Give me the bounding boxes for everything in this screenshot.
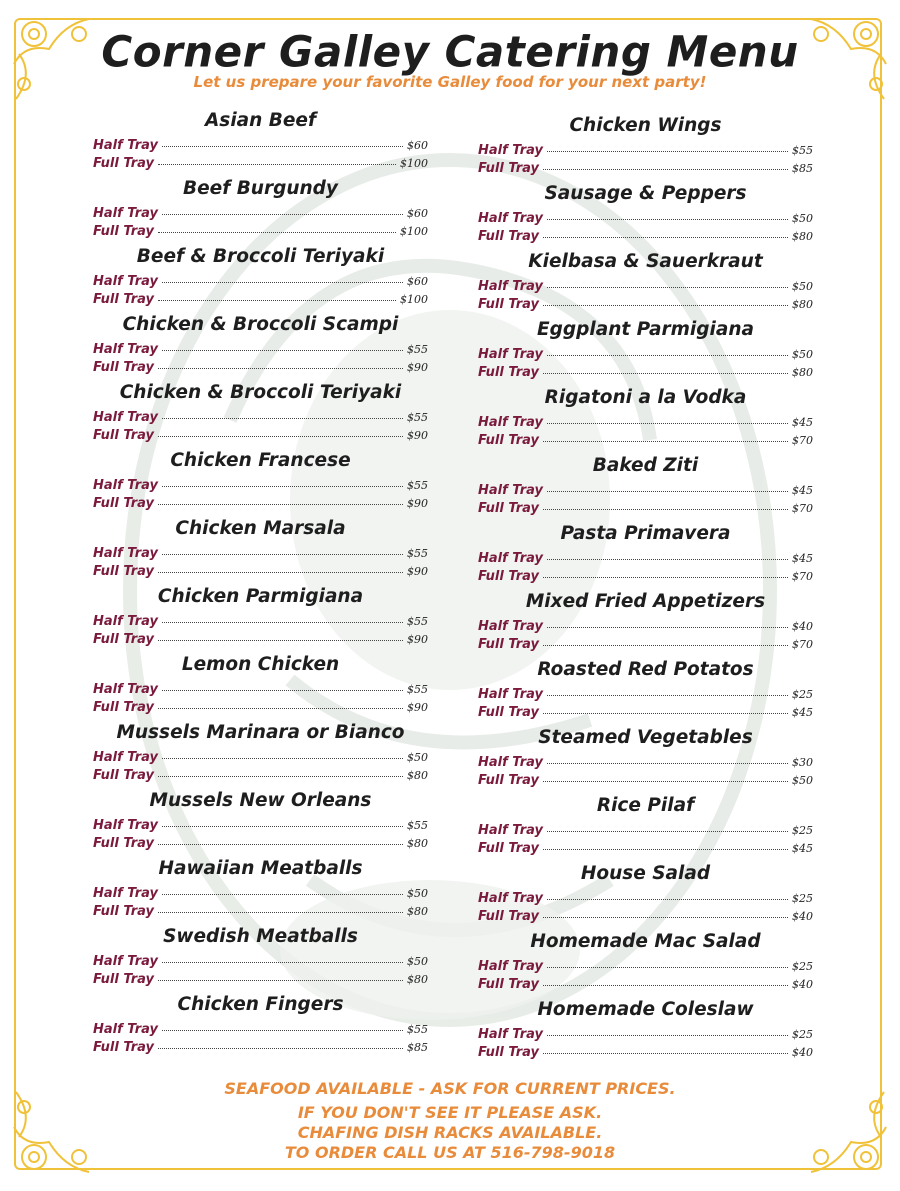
dot-leader: [158, 696, 403, 709]
half-tray-label: Half Tray: [93, 546, 158, 561]
menu-item-name: Steamed Vegetables: [538, 727, 753, 748]
dot-leader: [158, 628, 403, 641]
dot-leader: [162, 270, 403, 283]
menu-item: [93, 378, 428, 446]
menu-item-name: Beef Burgundy: [183, 178, 338, 199]
menu-item: [478, 179, 813, 247]
full-tray-row: [93, 494, 428, 512]
menu-item: [93, 854, 428, 922]
half-tray-label: Half Tray: [478, 755, 543, 770]
dot-leader: [158, 152, 396, 165]
menu-item-name: Eggplant Parmigiana: [537, 319, 754, 340]
half-tray-label: Half Tray: [93, 274, 158, 289]
dot-leader: [543, 565, 788, 578]
dot-leader: [547, 411, 788, 424]
half-tray-price: $55: [407, 343, 428, 356]
full-tray-price: $85: [792, 162, 813, 175]
full-tray-row: [93, 970, 428, 988]
half-tray-label: Half Tray: [478, 211, 543, 226]
full-tray-row: [478, 1043, 813, 1061]
full-tray-row: [93, 834, 428, 852]
half-tray-label: Half Tray: [93, 818, 158, 833]
half-tray-price: $25: [792, 1028, 813, 1041]
full-tray-label: Full Tray: [478, 977, 540, 992]
menu-item: [93, 106, 428, 174]
full-tray-label: Full Tray: [93, 564, 155, 579]
dot-leader: [162, 746, 403, 759]
full-tray-row: [478, 703, 813, 721]
full-tray-row: [93, 902, 428, 920]
full-tray-label: Full Tray: [478, 161, 540, 176]
half-tray-label: Half Tray: [93, 1022, 158, 1037]
half-tray-price: $55: [407, 479, 428, 492]
half-tray-label: Half Tray: [478, 347, 543, 362]
dot-leader: [162, 882, 403, 895]
menu-item: [93, 174, 428, 242]
full-tray-row: [478, 907, 813, 925]
full-tray-label: Full Tray: [93, 156, 155, 171]
full-tray-price: $80: [792, 298, 813, 311]
menu-item: [478, 995, 813, 1063]
dot-leader: [162, 542, 403, 555]
dot-leader: [158, 492, 403, 505]
footer-ask-note: IF YOU DON'T SEE IT PLEASE ASK.: [297, 1103, 603, 1122]
page-title: Corner Galley Catering Menu: [101, 26, 799, 77]
half-tray-price: $55: [792, 144, 813, 157]
menu-item: [93, 582, 428, 650]
menu-item-name: Sausage & Peppers: [544, 183, 747, 204]
dot-leader: [158, 424, 403, 437]
menu-item-name: Kielbasa & Sauerkraut: [528, 251, 763, 272]
full-tray-row: [478, 159, 813, 177]
full-tray-label: Full Tray: [93, 632, 155, 647]
half-tray-price: $50: [792, 280, 813, 293]
half-tray-label: Half Tray: [478, 823, 543, 838]
half-tray-label: Half Tray: [93, 342, 158, 357]
full-tray-price: $80: [407, 973, 428, 986]
full-tray-price: $40: [792, 978, 813, 991]
dot-leader: [162, 202, 403, 215]
full-tray-label: Full Tray: [93, 768, 155, 783]
dot-leader: [162, 1018, 403, 1031]
footer-phone: TO ORDER CALL US AT 516-798-9018: [284, 1143, 616, 1162]
half-tray-label: Half Tray: [93, 614, 158, 629]
half-tray-label: Half Tray: [93, 954, 158, 969]
menu-item-name: Roasted Red Potatos: [537, 659, 754, 680]
half-tray-label: Half Tray: [93, 682, 158, 697]
dot-leader: [543, 225, 788, 238]
full-tray-row: [93, 630, 428, 648]
full-tray-price: $80: [792, 230, 813, 243]
full-tray-label: Full Tray: [93, 836, 155, 851]
menu-item-name: Swedish Meatballs: [163, 926, 358, 947]
menu-item-name: Mixed Fried Appetizers: [525, 591, 766, 612]
full-tray-row: [93, 562, 428, 580]
full-tray-label: Full Tray: [93, 224, 155, 239]
half-tray-price: $25: [792, 688, 813, 701]
full-tray-price: $45: [792, 706, 813, 719]
menu-item: [478, 723, 813, 791]
full-tray-price: $70: [792, 638, 813, 651]
dot-leader: [543, 769, 788, 782]
half-tray-label: Half Tray: [93, 410, 158, 425]
dot-leader: [158, 356, 403, 369]
full-tray-price: $80: [407, 905, 428, 918]
full-tray-price: $90: [407, 429, 428, 442]
menu-item-name: Rigatoni a la Vodka: [544, 387, 747, 408]
menu-item-name: Hawaiian Meatballs: [158, 858, 363, 879]
menu-item: [478, 859, 813, 927]
menu-item-name: Chicken Parmigiana: [157, 586, 364, 607]
half-tray-label: Half Tray: [478, 415, 543, 430]
menu-item: [478, 247, 813, 315]
menu-item: [93, 922, 428, 990]
full-tray-price: $40: [792, 1046, 813, 1059]
dot-leader: [543, 905, 788, 918]
full-tray-price: $100: [400, 225, 428, 238]
full-tray-label: Full Tray: [93, 360, 155, 375]
half-tray-label: Half Tray: [478, 279, 543, 294]
menu-item-name: Lemon Chicken: [181, 654, 340, 675]
half-tray-price: $25: [792, 892, 813, 905]
menu-column-right: [478, 111, 813, 1063]
menu-item: [478, 451, 813, 519]
menu-item-name: House Salad: [580, 863, 711, 884]
full-tray-row: [93, 290, 428, 308]
dot-leader: [543, 837, 788, 850]
half-tray-price: $50: [792, 348, 813, 361]
dot-leader: [547, 343, 788, 356]
dot-leader: [158, 220, 396, 233]
footer-seafood-note: SEAFOOD AVAILABLE - ASK FOR CURRENT PRICES.: [224, 1079, 676, 1098]
full-tray-label: Full Tray: [93, 700, 155, 715]
half-tray-price: $45: [792, 484, 813, 497]
full-tray-price: $90: [407, 701, 428, 714]
half-tray-price: $50: [407, 887, 428, 900]
dot-leader: [158, 560, 403, 573]
menu-item: [93, 786, 428, 854]
full-tray-row: [93, 1038, 428, 1056]
menu-item-name: Beef & Broccoli Teriyaki: [136, 246, 385, 267]
dot-leader: [547, 139, 788, 152]
half-tray-price: $40: [792, 620, 813, 633]
menu-item: [478, 655, 813, 723]
full-tray-label: Full Tray: [93, 972, 155, 987]
half-tray-price: $55: [407, 547, 428, 560]
full-tray-row: [93, 222, 428, 240]
menu-item: [93, 446, 428, 514]
menu-item: [478, 927, 813, 995]
menu-item-name: Chicken Fingers: [177, 994, 344, 1015]
dot-leader: [543, 633, 788, 646]
dot-leader: [162, 678, 403, 691]
menu-item-name: Asian Beef: [204, 110, 316, 131]
footer-chafing-note: CHAFING DISH RACKS AVAILABLE.: [297, 1123, 603, 1142]
full-tray-price: $80: [792, 366, 813, 379]
full-tray-label: Full Tray: [478, 569, 540, 584]
dot-leader: [547, 751, 788, 764]
full-tray-label: Full Tray: [478, 433, 540, 448]
full-tray-label: Full Tray: [93, 496, 155, 511]
half-tray-label: Half Tray: [93, 886, 158, 901]
menu-item: [93, 650, 428, 718]
dot-leader: [158, 1036, 403, 1049]
half-tray-price: $50: [407, 751, 428, 764]
menu-item-name: Chicken & Broccoli Teriyaki: [119, 382, 402, 403]
full-tray-label: Full Tray: [478, 297, 540, 312]
half-tray-price: $55: [407, 411, 428, 424]
half-tray-price: $25: [792, 824, 813, 837]
full-tray-price: $90: [407, 361, 428, 374]
menu-item-name: Mussels New Orleans: [149, 790, 372, 811]
dot-leader: [543, 361, 788, 374]
menu-item: [478, 111, 813, 179]
dot-leader: [158, 968, 403, 981]
full-tray-price: $90: [407, 565, 428, 578]
menu-item: [478, 519, 813, 587]
half-tray-label: Half Tray: [93, 138, 158, 153]
dot-leader: [547, 819, 788, 832]
half-tray-price: $25: [792, 960, 813, 973]
menu-item: [478, 383, 813, 451]
menu-column-left: [93, 106, 428, 1058]
menu-item: [93, 990, 428, 1058]
menu-item: [93, 718, 428, 786]
full-tray-row: [478, 363, 813, 381]
full-tray-price: $45: [792, 842, 813, 855]
dot-leader: [162, 406, 403, 419]
full-tray-price: $85: [407, 1041, 428, 1054]
dot-leader: [162, 814, 403, 827]
full-tray-row: [93, 154, 428, 172]
full-tray-price: $50: [792, 774, 813, 787]
half-tray-label: Half Tray: [93, 750, 158, 765]
half-tray-price: $55: [407, 683, 428, 696]
menu-item-name: Pasta Primavera: [560, 523, 731, 544]
menu-item-name: Mussels Marinara or Bianco: [116, 722, 405, 743]
dot-leader: [158, 764, 403, 777]
full-tray-row: [478, 975, 813, 993]
dot-leader: [543, 497, 788, 510]
full-tray-label: Full Tray: [93, 904, 155, 919]
full-tray-row: [93, 698, 428, 716]
half-tray-label: Half Tray: [93, 478, 158, 493]
full-tray-row: [478, 499, 813, 517]
dot-leader: [158, 288, 396, 301]
dot-leader: [547, 1023, 788, 1036]
dot-leader: [158, 900, 403, 913]
full-tray-price: $100: [400, 293, 428, 306]
full-tray-price: $90: [407, 497, 428, 510]
half-tray-label: Half Tray: [478, 687, 543, 702]
menu-item: [478, 587, 813, 655]
half-tray-price: $55: [407, 1023, 428, 1036]
dot-leader: [543, 429, 788, 442]
dot-leader: [547, 955, 788, 968]
dot-leader: [547, 887, 788, 900]
full-tray-price: $40: [792, 910, 813, 923]
half-tray-label: Half Tray: [478, 1027, 543, 1042]
dot-leader: [162, 474, 403, 487]
half-tray-label: Half Tray: [478, 619, 543, 634]
dot-leader: [543, 157, 788, 170]
dot-leader: [162, 338, 403, 351]
menu-item-name: Rice Pilaf: [596, 795, 695, 816]
half-tray-price: $60: [407, 139, 428, 152]
full-tray-label: Full Tray: [478, 365, 540, 380]
dot-leader: [162, 950, 403, 963]
full-tray-price: $70: [792, 502, 813, 515]
menu-item: [93, 514, 428, 582]
full-tray-price: $90: [407, 633, 428, 646]
half-tray-label: Half Tray: [478, 551, 543, 566]
menu-item: [93, 310, 428, 378]
half-tray-label: Half Tray: [478, 483, 543, 498]
half-tray-price: $50: [792, 212, 813, 225]
page-subtitle: Let us prepare your favorite Galley food for your next party!: [193, 73, 707, 91]
dot-leader: [543, 701, 788, 714]
dot-leader: [547, 207, 788, 220]
menu-item-name: Homemade Mac Salad: [530, 931, 761, 952]
menu-item-name: Homemade Coleslaw: [537, 999, 754, 1020]
dot-leader: [547, 479, 788, 492]
menu-item-name: Chicken Wings: [569, 115, 722, 136]
full-tray-label: Full Tray: [478, 501, 540, 516]
menu-item-name: Baked Ziti: [592, 455, 699, 476]
menu-item-name: Chicken Marsala: [175, 518, 346, 539]
full-tray-label: Full Tray: [93, 1040, 155, 1055]
half-tray-label: Half Tray: [93, 206, 158, 221]
full-tray-price: $70: [792, 434, 813, 447]
menu-item: [478, 315, 813, 383]
full-tray-price: $80: [407, 837, 428, 850]
half-tray-price: $55: [407, 819, 428, 832]
menu-item-name: Chicken & Broccoli Scampi: [122, 314, 399, 335]
half-tray-price: $55: [407, 615, 428, 628]
full-tray-label: Full Tray: [93, 292, 155, 307]
half-tray-label: Half Tray: [478, 143, 543, 158]
full-tray-label: Full Tray: [478, 909, 540, 924]
dot-leader: [547, 615, 788, 628]
half-tray-label: Half Tray: [478, 891, 543, 906]
full-tray-row: [478, 431, 813, 449]
dot-leader: [543, 293, 788, 306]
full-tray-row: [478, 295, 813, 313]
menu-item: [478, 791, 813, 859]
full-tray-row: [478, 567, 813, 585]
half-tray-price: $45: [792, 552, 813, 565]
dot-leader: [547, 683, 788, 696]
menu-item: [93, 242, 428, 310]
full-tray-label: Full Tray: [478, 637, 540, 652]
half-tray-price: $60: [407, 275, 428, 288]
dot-leader: [547, 275, 788, 288]
dot-leader: [543, 1041, 788, 1054]
full-tray-label: Full Tray: [478, 773, 540, 788]
full-tray-row: [93, 426, 428, 444]
dot-leader: [162, 134, 403, 147]
half-tray-price: $45: [792, 416, 813, 429]
full-tray-price: $80: [407, 769, 428, 782]
full-tray-label: Full Tray: [478, 229, 540, 244]
half-tray-price: $50: [407, 955, 428, 968]
dot-leader: [158, 832, 403, 845]
full-tray-row: [93, 358, 428, 376]
half-tray-price: $60: [407, 207, 428, 220]
full-tray-price: $100: [400, 157, 428, 170]
full-tray-row: [478, 227, 813, 245]
full-tray-label: Full Tray: [93, 428, 155, 443]
menu-item-name: Chicken Francese: [170, 450, 351, 471]
dot-leader: [162, 610, 403, 623]
full-tray-row: [93, 766, 428, 784]
full-tray-row: [478, 839, 813, 857]
full-tray-label: Full Tray: [478, 1045, 540, 1060]
dot-leader: [547, 547, 788, 560]
full-tray-price: $70: [792, 570, 813, 583]
half-tray-label: Half Tray: [478, 959, 543, 974]
half-tray-price: $30: [792, 756, 813, 769]
full-tray-label: Full Tray: [478, 841, 540, 856]
full-tray-label: Full Tray: [478, 705, 540, 720]
full-tray-row: [478, 635, 813, 653]
dot-leader: [543, 973, 788, 986]
full-tray-row: [478, 771, 813, 789]
